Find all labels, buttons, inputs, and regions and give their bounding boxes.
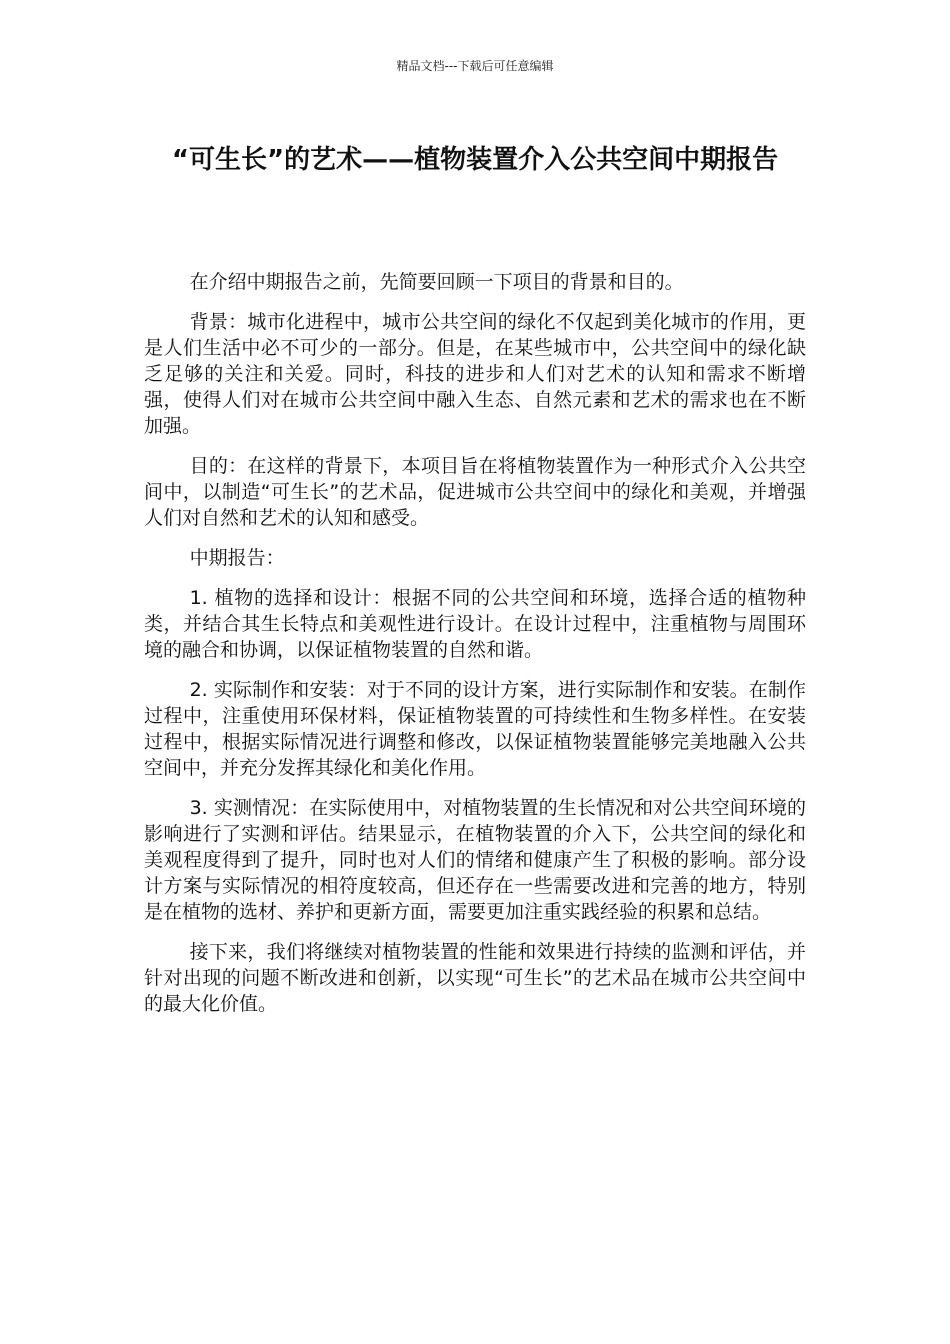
document-title: “可生长”的艺术——植物装置介入公共空间中期报告 (171, 145, 779, 175)
paragraph-item-production-installation: 2. 实际制作和安装：对于不同的设计方案，进行实际制作和安装。在制作过程中，注重使用环保材料，保证植物装置的可持续性和生物多样性。在安装过程中，根据实际情况进行调整和修改，以保证植物装置能够完美地融入公共空间中，并充分发挥其绿化和美化作用。 (144, 679, 806, 779)
page-header: 精品文档---下载后可任意编辑 (396, 59, 554, 73)
document-body (144, 269, 806, 1031)
paragraph-purpose: 目的：在这样的背景下，本项目旨在将植物装置作为一种形式介入公共空间中，以制造“可生长”的艺术品，促进城市公共空间中的绿化和美观，并增强人们对自然和艺术的认知和感受。 (144, 455, 806, 529)
paragraph-midterm-heading: 中期报告： (189, 547, 285, 569)
paragraph-background: 背景：城市化进程中，城市公共空间的绿化不仅起到美化城市的作用，更是人们生活中必不可少的一部分。但是，在某些城市中，公共空间中的绿化缺乏足够的关注和关爱。同时，科技的进步和人们对艺术的认知和需求不断增强，使得人们对在城市公共空间中融入生态、自然元素和艺术的需求也在不断加强。 (144, 311, 806, 437)
paragraph-item-field-test: 3. 实测情况：在实际使用中，对植物装置的生长情况和对公共空间环境的影响进行了实测和评估。结果显示，在植物装置的介入下，公共空间的绿化和美观程度得到了提升，同时也对人们的情绪和健康产生了积极的影响。部分设计方案与实际情况的相符度较高，但还存在一些需要改进和完善的地方，特别是在植物的选材、养护和更新方面，需要更加注重实践经验的积累和总结。 (144, 797, 806, 923)
paragraph-next-steps: 接下来，我们将继续对植物装置的性能和效果进行持续的监测和评估，并针对出现的问题不断改进和创新，以实现“可生长”的艺术品在城市公共空间中的最大化价值。 (144, 941, 806, 1015)
paragraph-intro: 在介绍中期报告之前，先简要回顾一下项目的背景和目的。 (189, 271, 684, 293)
paragraph-item-plant-selection: 1. 植物的选择和设计：根据不同的公共空间和环境，选择合适的植物种类，并结合其生长特点和美观性进行设计。在设计过程中，注重植物与周围环境的融合和协调，以保证植物装置的自然和谐。 (144, 587, 806, 661)
